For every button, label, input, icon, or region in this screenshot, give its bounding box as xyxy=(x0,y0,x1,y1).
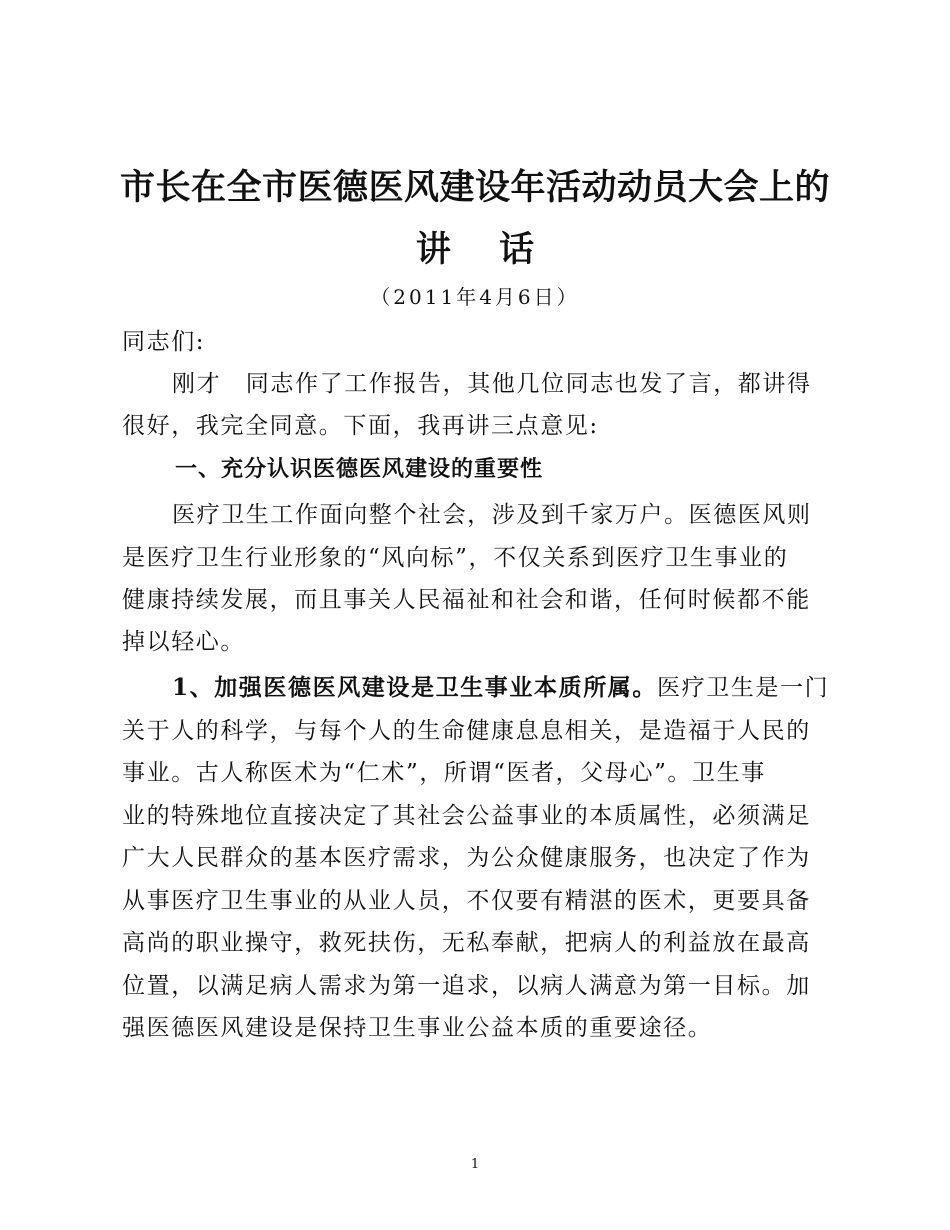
section-1-line-1: 医疗卫生工作面向整个社会，涉及到千家万户。医德医风则 xyxy=(172,502,812,528)
point-1-line-3: 事业。古人称医术为“仁术”，所谓“医者，父母心”。卫生事 xyxy=(122,760,766,786)
point-1-line-5: 广大人民群众的基本医疗需求，为公众健康服务，也决定了作为 xyxy=(122,845,811,871)
document-title-line-2: 讲 话 xyxy=(415,230,553,270)
point-1-line-8: 位置，以满足病人需求为第一追求，以病人满意为第一目标。加 xyxy=(122,973,811,999)
document-title-line-1: 市长在全市医德医风建设年活动动员大会上的 xyxy=(119,168,830,208)
point-1-bold-heading: 1、加强医德医风建设是卫生事业本质所属。 xyxy=(172,674,658,701)
section-1-line-2: 是医疗卫生行业形象的“风向标”，不仅关系到医疗卫生事业的 xyxy=(122,545,789,571)
point-1-line-7: 高尚的职业操守，救死扶伤，无私奉献，把病人的利益放在最高 xyxy=(122,930,811,956)
section-1-line-3: 健康持续发展，而且事关人民福祉和社会和谐，任何时候都不能 xyxy=(122,587,811,613)
point-1-line-4: 业的特殊地位直接决定了其社会公益事业的本质属性，必须满足 xyxy=(122,803,811,829)
point-1-line-9: 强医德医风建设是保持卫生事业公益本质的重要途径。 xyxy=(122,1015,713,1041)
speech-date: （2011年4月6日） xyxy=(370,285,580,309)
point-1-line-6: 从事医疗卫生事业的从业人员，不仅要有精湛的医术，更要具备 xyxy=(122,888,811,914)
intro-line-2: 很好，我完全同意。下面，我再讲三点意见: xyxy=(122,413,599,439)
section-1-heading: 一、充分认识医德医风建设的重要性 xyxy=(175,457,544,482)
point-1-line-2: 关于人的科学，与每个人的生命健康息息相关，是造福于人民的 xyxy=(122,718,811,744)
salutation: 同志们: xyxy=(122,329,206,355)
point-1-line-1 xyxy=(172,670,829,706)
page-number: 1 xyxy=(470,1157,480,1172)
point-1-first-line-rest: 医疗卫生是一门 xyxy=(657,675,830,701)
section-1-line-4: 掉以轻心。 xyxy=(122,629,245,655)
intro-line-1: 刚才 同志作了工作报告，其他几位同志也发了言，都讲得 xyxy=(172,371,812,397)
